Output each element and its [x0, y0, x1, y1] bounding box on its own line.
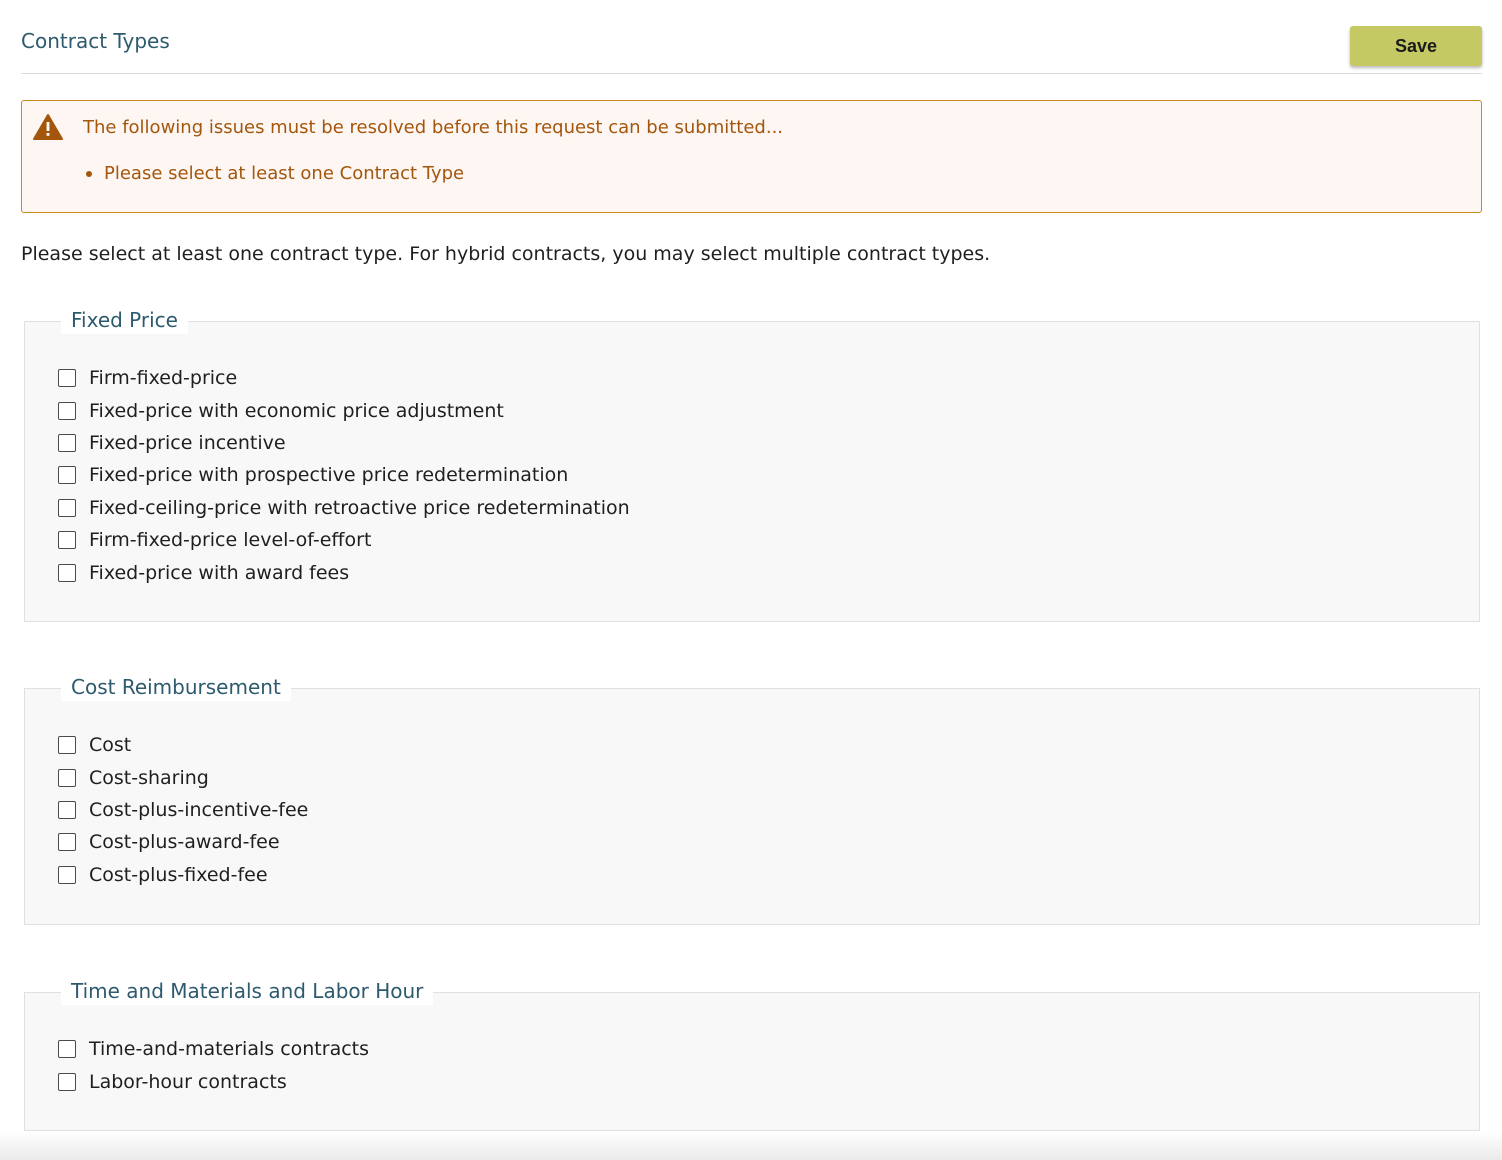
checkbox[interactable] [58, 466, 76, 484]
instructions-text: Please select at least one contract type. For hybrid contracts, you may select multiple contract types. [21, 243, 991, 265]
group-legend: Cost Reimbursement [61, 673, 291, 701]
checkbox[interactable] [58, 736, 76, 754]
page-header [21, 0, 1482, 74]
group-legend: Fixed Price [61, 306, 188, 334]
checkbox[interactable] [58, 769, 76, 787]
group-legend: Time and Materials and Labor Hour [61, 977, 433, 1005]
option-fixed-price-prospective[interactable] [58, 459, 630, 491]
bottom-fade [0, 1132, 1502, 1160]
warning-icon [32, 113, 64, 141]
option-firm-fixed-price[interactable] [58, 362, 630, 394]
options-list [58, 362, 630, 589]
option-label: Fixed-ceiling-price with retroactive price redetermination [89, 496, 630, 519]
option-label: Cost-plus-incentive-fee [89, 798, 309, 821]
option-cost[interactable] [58, 729, 308, 761]
option-cost-plus-fixed-fee[interactable] [58, 859, 308, 891]
options-list [58, 1033, 369, 1098]
checkbox[interactable] [58, 402, 76, 420]
option-cost-sharing[interactable] [58, 761, 308, 793]
checkbox[interactable] [58, 833, 76, 851]
save-button[interactable]: Save [1350, 26, 1482, 66]
checkbox[interactable] [58, 1040, 76, 1058]
option-firm-fixed-price-loe[interactable] [58, 524, 630, 556]
alert-title: The following issues must be resolved before this request can be submitted... [83, 117, 784, 138]
group-fixed-price [24, 308, 1480, 622]
option-cost-plus-incentive-fee[interactable] [58, 794, 308, 826]
checkbox[interactable] [58, 564, 76, 582]
option-labor-hour[interactable] [58, 1065, 369, 1097]
checkbox[interactable] [58, 499, 76, 517]
options-list [58, 729, 308, 891]
option-time-and-materials[interactable] [58, 1033, 369, 1065]
option-label: Fixed-price incentive [89, 431, 286, 454]
checkbox[interactable] [58, 369, 76, 387]
option-label: Labor-hour contracts [89, 1070, 287, 1093]
checkbox[interactable] [58, 801, 76, 819]
option-label: Cost [89, 734, 132, 757]
option-fixed-price-incentive[interactable] [58, 427, 630, 459]
checkbox[interactable] [58, 1073, 76, 1091]
option-fixed-price-award-fees[interactable] [58, 556, 630, 588]
option-cost-plus-award-fee[interactable] [58, 826, 308, 858]
option-label: Time-and-materials contracts [89, 1038, 370, 1061]
page-title: Contract Types [21, 29, 170, 53]
option-label: Cost-plus-award-fee [89, 831, 280, 854]
checkbox[interactable] [58, 866, 76, 884]
option-label: Fixed-price with prospective price redetermination [89, 464, 569, 487]
option-label: Firm-fixed-price [89, 367, 238, 390]
checkbox[interactable] [58, 434, 76, 452]
option-label: Fixed-price with economic price adjustment [89, 399, 504, 422]
option-fixed-ceiling-retroactive[interactable] [58, 492, 630, 524]
checkbox[interactable] [58, 531, 76, 549]
option-label: Fixed-price with award fees [89, 561, 350, 584]
alert-issue-list [86, 161, 464, 187]
group-time-and-materials [24, 979, 1480, 1131]
validation-alert [21, 100, 1482, 213]
option-label: Firm-fixed-price level-of-effort [89, 529, 372, 552]
option-label: Cost-plus-fixed-fee [89, 863, 268, 886]
group-cost-reimbursement [24, 675, 1480, 925]
alert-issue-item: Please select at least one Contract Type [86, 161, 464, 187]
option-fixed-price-economic-adjustment[interactable] [58, 394, 630, 426]
option-label: Cost-sharing [89, 766, 209, 789]
